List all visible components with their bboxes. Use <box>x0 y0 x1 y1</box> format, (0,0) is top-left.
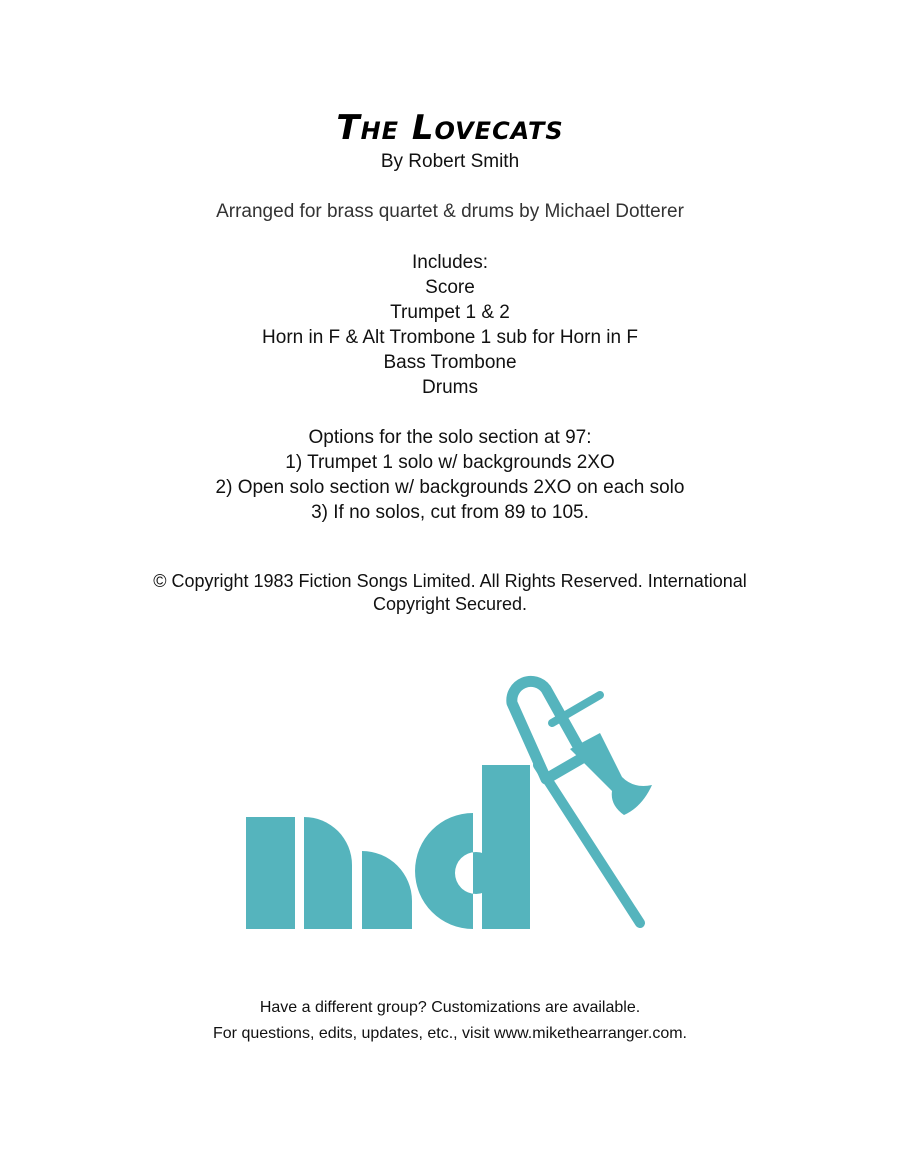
includes-item: Horn in F & Alt Trombone 1 sub for Horn in F <box>262 327 638 348</box>
includes-item: Score <box>425 277 475 298</box>
options-item: 2) Open solo section w/ backgrounds 2XO on each solo <box>215 477 685 498</box>
md-trombone-logo-icon <box>240 665 660 935</box>
piece-title: The Lovecats <box>336 108 564 148</box>
includes-item: Drums <box>422 377 478 398</box>
includes-item: Bass Trombone <box>383 352 517 373</box>
options-item: 3) If no solos, cut from 89 to 105. <box>311 502 589 523</box>
options-item: 1) Trumpet 1 solo w/ backgrounds 2XO <box>285 452 615 473</box>
includes-heading: Includes: <box>411 252 489 273</box>
solo-options <box>0 425 900 525</box>
copyright-notice: © Copyright 1983 Fiction Songs Limited. All Rights Reserved. International Copyright Secured. <box>153 571 747 614</box>
composer-credit: By Robert Smith <box>380 151 520 172</box>
arranger-credit: Arranged for brass quartet & drums by Michael Dotterer <box>216 201 684 222</box>
options-heading: Options for the solo section at 97: <box>308 427 592 448</box>
footer-customization-note: Have a different group? Customizations are available. <box>259 999 641 1016</box>
includes-list <box>0 250 900 400</box>
includes-item: Trumpet 1 & 2 <box>390 302 510 323</box>
footer <box>0 995 900 1047</box>
footer-contact-note: For questions, edits, updates, etc., visit www.mikethearranger.com. <box>213 1025 687 1042</box>
